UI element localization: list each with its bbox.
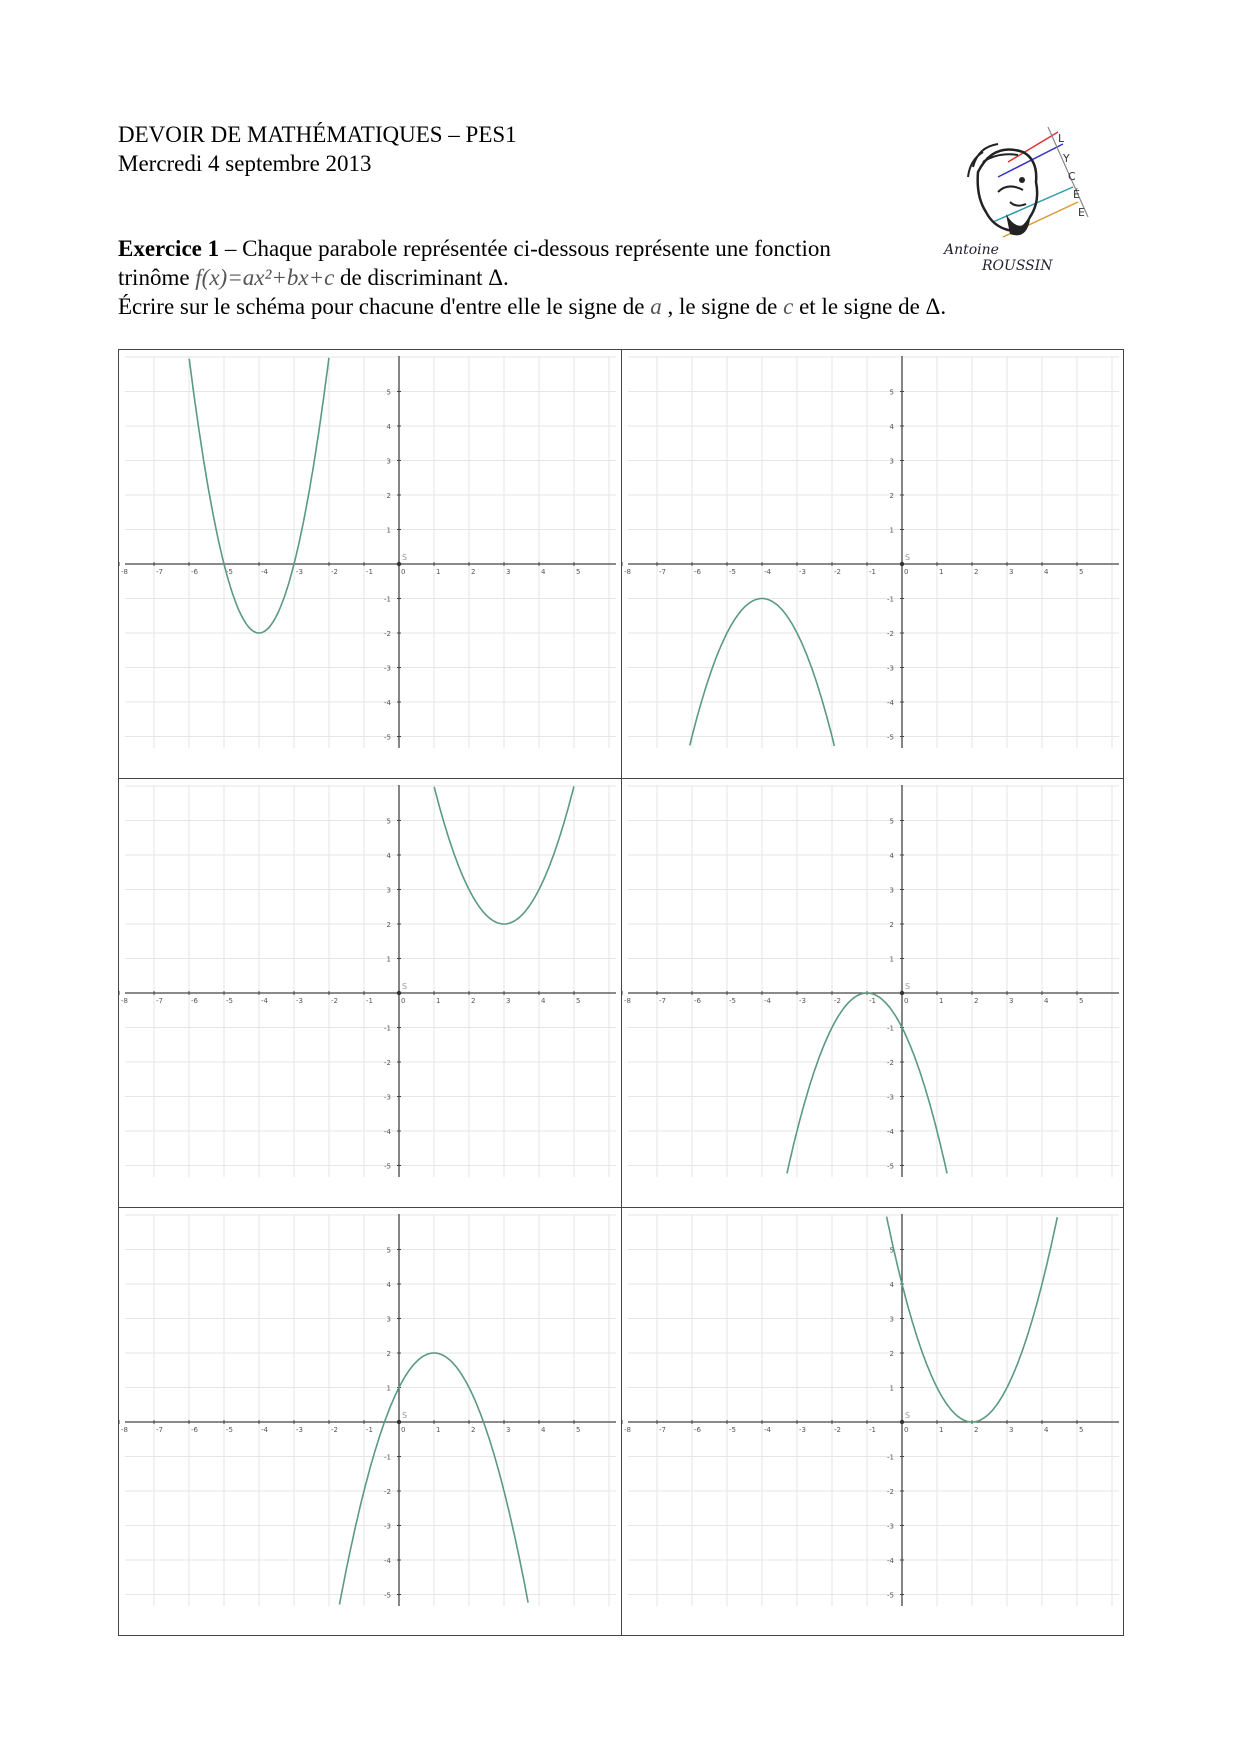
x-tick-label: -4 <box>261 1426 268 1434</box>
y-tick-label: 4 <box>889 423 894 431</box>
y-tick-label: 2 <box>889 1350 894 1358</box>
origin-label: S <box>402 553 408 562</box>
school-logo <box>938 122 1094 278</box>
x-tick-label: -4 <box>764 568 771 576</box>
y-tick-label: 2 <box>386 1350 391 1358</box>
x-tick-label: -8 <box>121 997 128 1005</box>
y-tick-label: -4 <box>384 1128 391 1136</box>
x-tick-label: -2 <box>331 568 338 576</box>
x-tick-label: 3 <box>1009 1426 1014 1434</box>
y-tick-label: 1 <box>889 526 894 535</box>
y-tick-label: -3 <box>384 1522 391 1531</box>
x-tick-label: -1 <box>869 1426 876 1434</box>
logo-letter: É <box>1073 188 1080 201</box>
grid-divider-horizontal <box>119 778 1123 779</box>
grid-divider-vertical <box>621 350 622 1635</box>
exercise-line3-b: , le signe de <box>661 294 784 319</box>
x-tick-label: 4 <box>541 1426 546 1434</box>
grid-divider-horizontal <box>119 1207 1123 1208</box>
x-tick-label: -6 <box>191 1426 198 1434</box>
x-tick-label: 5 <box>1079 568 1084 576</box>
x-tick-label: -5 <box>226 568 233 576</box>
x-tick-label: 2 <box>471 1426 476 1434</box>
x-tick-label: 0 <box>401 1426 406 1434</box>
x-tick-label: 4 <box>541 997 546 1005</box>
x-tick-label: 0 <box>904 568 909 576</box>
x-tick-label: -5 <box>226 1426 233 1434</box>
variable-a: a <box>650 294 662 319</box>
document-header <box>118 120 517 178</box>
x-tick-label: -1 <box>366 1426 373 1434</box>
x-tick-label: -6 <box>191 997 198 1005</box>
origin-point <box>397 1420 401 1424</box>
y-tick-label: -3 <box>384 664 391 673</box>
graph-4-svg <box>622 779 1125 1208</box>
y-tick-label: -5 <box>887 733 894 742</box>
x-tick-label: -2 <box>834 568 841 576</box>
origin-label: S <box>402 982 408 991</box>
y-tick-label: -5 <box>887 1591 894 1600</box>
graph-panel-3 <box>119 779 622 1208</box>
x-tick-label: 5 <box>576 997 581 1005</box>
x-tick-label: -1 <box>869 568 876 576</box>
origin-point <box>900 562 904 566</box>
x-tick-label: 2 <box>974 1426 979 1434</box>
x-tick-label: -7 <box>659 568 666 576</box>
graphs-grid <box>118 349 1124 1636</box>
graph-6-svg <box>622 1208 1125 1637</box>
x-tick-label: -5 <box>729 997 736 1005</box>
x-tick-label: 2 <box>974 997 979 1005</box>
x-tick-label: -8 <box>624 568 631 576</box>
y-tick-label: -3 <box>887 664 894 673</box>
y-tick-label: 5 <box>386 1246 391 1255</box>
y-tick-label: -2 <box>384 1059 391 1067</box>
y-tick-label: -4 <box>887 1557 894 1565</box>
y-tick-label: -1 <box>887 1453 894 1462</box>
y-tick-label: 3 <box>889 886 894 895</box>
x-tick-label: 1 <box>436 568 441 576</box>
x-tick-label: 1 <box>939 1426 944 1434</box>
graph-panel-6 <box>622 1208 1125 1637</box>
x-tick-label: -8 <box>624 997 631 1005</box>
trinome-formula: f(x)=ax²+bx+c <box>195 265 335 290</box>
x-tick-label: 5 <box>576 568 581 576</box>
origin-point <box>397 991 401 995</box>
y-tick-label: -4 <box>384 1557 391 1565</box>
y-tick-label: -1 <box>384 1024 391 1033</box>
x-tick-label: 2 <box>974 568 979 576</box>
graph-5-svg <box>119 1208 622 1637</box>
x-tick-label: -2 <box>331 997 338 1005</box>
x-tick-label: -6 <box>694 568 701 576</box>
y-tick-label: 2 <box>889 921 894 929</box>
exercise-label: Exercice 1 <box>118 236 220 261</box>
x-tick-label: 5 <box>1079 997 1084 1005</box>
origin-point <box>900 1420 904 1424</box>
x-tick-label: -2 <box>834 1426 841 1434</box>
x-tick-label: 3 <box>1009 568 1014 576</box>
y-tick-label: 2 <box>386 492 391 500</box>
x-tick-label: 0 <box>401 997 406 1005</box>
x-tick-label: -3 <box>799 568 806 576</box>
y-tick-label: 1 <box>386 955 391 964</box>
x-tick-label: 5 <box>576 1426 581 1434</box>
logo-letter: C <box>1068 170 1076 183</box>
x-tick-label: -2 <box>834 997 841 1005</box>
y-tick-label: 1 <box>386 526 391 535</box>
y-tick-label: -1 <box>384 1453 391 1462</box>
x-tick-label: -3 <box>296 568 303 576</box>
y-tick-label: -5 <box>384 1591 391 1600</box>
y-tick-label: 4 <box>889 1281 894 1289</box>
x-tick-label: -1 <box>366 997 373 1005</box>
y-tick-label: -1 <box>887 595 894 604</box>
graph-panel-1 <box>119 350 622 779</box>
y-tick-label: 3 <box>889 457 894 466</box>
x-tick-label: -5 <box>729 1426 736 1434</box>
origin-point <box>397 562 401 566</box>
exercise-intro: – Chaque parabole représentée ci-dessous représente une fonction <box>219 236 831 261</box>
x-tick-label: 4 <box>1044 568 1049 576</box>
graph-panel-2 <box>622 350 1125 779</box>
logo-letter: L <box>1058 132 1065 145</box>
x-tick-label: -7 <box>659 997 666 1005</box>
x-tick-label: 4 <box>541 568 546 576</box>
y-tick-label: -1 <box>384 595 391 604</box>
graph-1-svg <box>119 350 622 779</box>
x-tick-label: -7 <box>156 1426 163 1434</box>
y-tick-label: -1 <box>887 1024 894 1033</box>
x-tick-label: 0 <box>401 568 406 576</box>
exercise-line-3 <box>118 292 1118 321</box>
y-tick-label: -2 <box>384 1488 391 1496</box>
y-tick-label: 5 <box>889 1246 894 1255</box>
school-logo-drawing <box>938 122 1094 278</box>
origin-label: S <box>402 1411 408 1420</box>
y-tick-label: -4 <box>887 699 894 707</box>
x-tick-label: 3 <box>506 1426 511 1434</box>
y-tick-label: 2 <box>889 492 894 500</box>
x-tick-label: 3 <box>506 568 511 576</box>
x-tick-label: -1 <box>366 568 373 576</box>
x-tick-label: 3 <box>506 997 511 1005</box>
y-tick-label: 4 <box>386 1281 391 1289</box>
x-tick-label: 1 <box>436 1426 441 1434</box>
x-tick-label: -3 <box>296 997 303 1005</box>
x-tick-label: 2 <box>471 997 476 1005</box>
x-tick-label: 2 <box>471 568 476 576</box>
x-tick-label: -2 <box>331 1426 338 1434</box>
graph-3-svg <box>119 779 622 1208</box>
y-tick-label: -2 <box>384 630 391 638</box>
y-tick-label: 1 <box>889 1384 894 1393</box>
logo-firstname: Antoine <box>944 242 999 258</box>
y-tick-label: 4 <box>889 852 894 860</box>
y-tick-label: 5 <box>386 388 391 397</box>
x-tick-label: -3 <box>296 1426 303 1434</box>
x-tick-label: 1 <box>939 568 944 576</box>
x-tick-label: 5 <box>1079 1426 1084 1434</box>
logo-letter: E <box>1078 206 1085 219</box>
x-tick-label: 0 <box>904 997 909 1005</box>
y-tick-label: 1 <box>386 1384 391 1393</box>
x-tick-label: 4 <box>1044 1426 1049 1434</box>
origin-label: S <box>905 982 911 991</box>
y-tick-label: 1 <box>889 955 894 964</box>
y-tick-label: 3 <box>386 886 391 895</box>
x-tick-label: -5 <box>226 997 233 1005</box>
logo-letter: Y <box>1063 152 1070 165</box>
y-tick-label: 5 <box>386 817 391 826</box>
x-tick-label: -8 <box>624 1426 631 1434</box>
y-tick-label: -2 <box>887 630 894 638</box>
x-tick-label: -4 <box>261 568 268 576</box>
logo-lastname: ROUSSIN <box>982 258 1053 274</box>
y-tick-label: 5 <box>889 388 894 397</box>
x-tick-label: -3 <box>799 1426 806 1434</box>
y-tick-label: -3 <box>384 1093 391 1102</box>
variable-c: c <box>783 294 794 319</box>
y-tick-label: -3 <box>887 1522 894 1531</box>
origin-label: S <box>905 1411 911 1420</box>
x-tick-label: -6 <box>191 568 198 576</box>
y-tick-label: -5 <box>384 1162 391 1171</box>
x-tick-label: 1 <box>436 997 441 1005</box>
y-tick-label: -5 <box>384 733 391 742</box>
x-tick-label: -6 <box>694 1426 701 1434</box>
document-title: DEVOIR DE MATHÉMATIQUES – PES1 <box>118 122 517 147</box>
y-tick-label: 4 <box>386 423 391 431</box>
y-tick-label: 3 <box>386 1315 391 1324</box>
x-tick-label: -4 <box>764 1426 771 1434</box>
document-date: Mercredi 4 septembre 2013 <box>118 151 372 176</box>
x-tick-label: -6 <box>694 997 701 1005</box>
y-tick-label: 3 <box>386 457 391 466</box>
graph-panel-5 <box>119 1208 622 1637</box>
y-tick-label: 4 <box>386 852 391 860</box>
x-tick-label: 4 <box>1044 997 1049 1005</box>
origin-point <box>900 991 904 995</box>
x-tick-label: -7 <box>156 997 163 1005</box>
x-tick-label: -8 <box>121 568 128 576</box>
y-tick-label: -3 <box>887 1093 894 1102</box>
exercise-line2-suffix: de discriminant Δ. <box>334 265 509 290</box>
y-tick-label: -4 <box>384 699 391 707</box>
exercise-line3-c: et le signe de Δ. <box>793 294 947 319</box>
graph-panel-4 <box>622 779 1125 1208</box>
x-tick-label: -1 <box>869 997 876 1005</box>
y-tick-label: -5 <box>887 1162 894 1171</box>
x-tick-label: -3 <box>799 997 806 1005</box>
y-tick-label: 5 <box>889 817 894 826</box>
origin-label: S <box>905 553 911 562</box>
x-tick-label: -7 <box>156 568 163 576</box>
x-tick-label: 1 <box>939 997 944 1005</box>
x-tick-label: 3 <box>1009 997 1014 1005</box>
exercise-line2-prefix: trinôme <box>118 265 196 290</box>
x-tick-label: -5 <box>729 568 736 576</box>
exercise-line3-a: Écrire sur le schéma pour chacune d'entre elle le signe de <box>118 294 651 319</box>
graph-2-svg <box>622 350 1125 779</box>
x-tick-label: -8 <box>121 1426 128 1434</box>
x-tick-label: -4 <box>764 997 771 1005</box>
y-tick-label: 3 <box>889 1315 894 1324</box>
x-tick-label: -4 <box>261 997 268 1005</box>
y-tick-label: -2 <box>887 1488 894 1496</box>
y-tick-label: -2 <box>887 1059 894 1067</box>
x-tick-label: -7 <box>659 1426 666 1434</box>
y-tick-label: 2 <box>386 921 391 929</box>
y-tick-label: -4 <box>887 1128 894 1136</box>
x-tick-label: 0 <box>904 1426 909 1434</box>
